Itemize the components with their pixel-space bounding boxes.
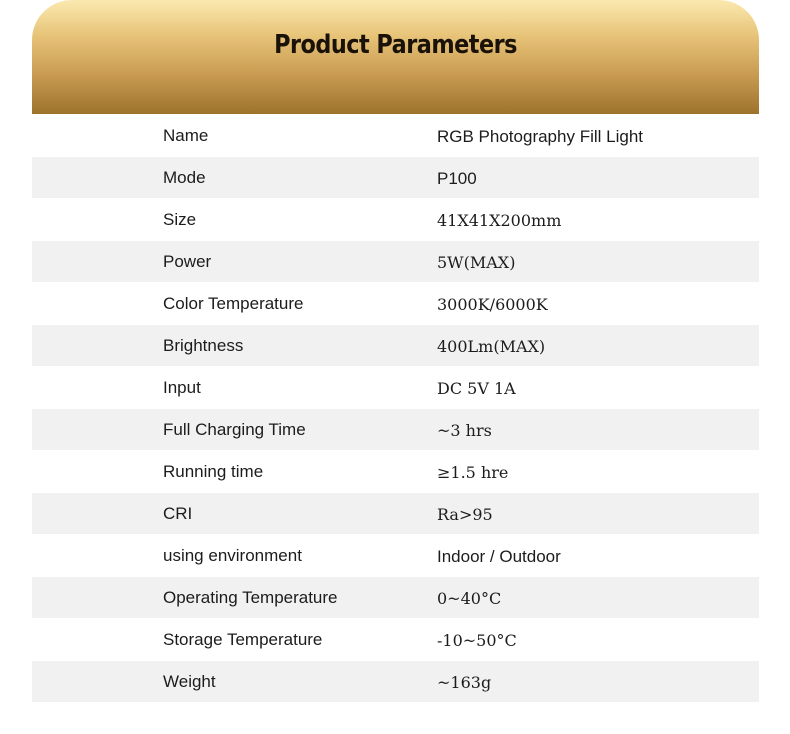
table-row bbox=[32, 157, 759, 199]
parameter-value: 3000K/6000K bbox=[437, 295, 548, 314]
parameter-value: 5W(MAX) bbox=[437, 253, 516, 272]
parameter-value: P100 bbox=[437, 169, 477, 188]
parameter-value: 0~40°C bbox=[437, 589, 502, 608]
parameter-value: ~3 hrs bbox=[437, 421, 492, 440]
parameter-name: CRI bbox=[163, 504, 193, 523]
table-row bbox=[32, 493, 759, 535]
table-row bbox=[32, 199, 759, 241]
parameter-name: Color Temperature bbox=[163, 294, 304, 313]
parameter-value: ≥1.5 hre bbox=[437, 463, 509, 482]
parameter-name: Storage Temperature bbox=[163, 630, 323, 649]
table-row bbox=[32, 619, 759, 661]
table-row bbox=[32, 535, 759, 577]
parameter-name: Running time bbox=[163, 462, 264, 481]
parameter-name: Size bbox=[163, 210, 197, 229]
parameter-value: RGB Photography Fill Light bbox=[437, 127, 643, 146]
parameter-value: Ra>95 bbox=[437, 505, 493, 524]
table-row bbox=[32, 661, 759, 703]
parameter-value: 41X41X200mm bbox=[437, 211, 562, 230]
header-banner bbox=[32, 0, 759, 114]
table-row bbox=[32, 283, 759, 325]
table-row bbox=[32, 451, 759, 493]
parameter-name: Power bbox=[163, 252, 212, 271]
parameter-name: Brightness bbox=[163, 336, 244, 355]
table-row bbox=[32, 409, 759, 451]
table-row bbox=[32, 367, 759, 409]
parameter-value: Indoor / Outdoor bbox=[437, 547, 561, 566]
parameter-value: -10~50°C bbox=[437, 631, 517, 650]
parameter-name: Mode bbox=[163, 168, 206, 187]
parameters-table bbox=[32, 115, 759, 703]
table-row bbox=[32, 241, 759, 283]
parameter-value: 400Lm(MAX) bbox=[437, 337, 546, 356]
parameter-name: Input bbox=[163, 378, 201, 397]
parameter-name: Name bbox=[163, 126, 209, 145]
parameter-value: ~163g bbox=[437, 673, 492, 692]
parameter-value: DC 5V 1A bbox=[437, 379, 516, 398]
page-title: Product Parameters bbox=[274, 30, 517, 60]
parameter-name: Weight bbox=[163, 672, 216, 691]
table-row bbox=[32, 577, 759, 619]
table-row bbox=[32, 115, 759, 157]
table-row bbox=[32, 325, 759, 367]
parameter-name: using environment bbox=[163, 546, 302, 565]
parameter-name: Operating Temperature bbox=[163, 588, 338, 607]
parameter-name: Full Charging Time bbox=[163, 420, 306, 439]
